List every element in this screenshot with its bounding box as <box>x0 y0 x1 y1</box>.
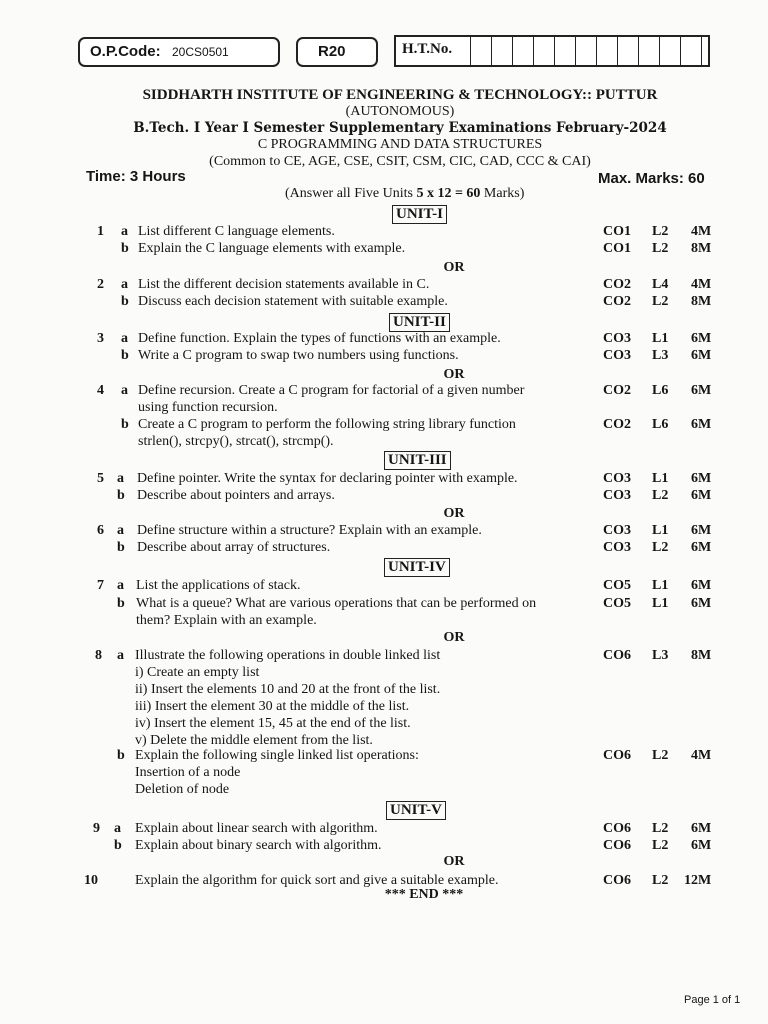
or-separator: OR <box>443 506 465 521</box>
instruction: (Answer all Five Units 5 x 12 = 60 Marks) <box>285 186 525 201</box>
question-number: 8 <box>95 648 102 663</box>
marks: 6M <box>691 578 712 593</box>
marks: 6M <box>691 821 712 836</box>
institute-name: SIDDHARTH INSTITUTE OF ENGINEERING & TECHNOLOGY:: PUTTUR <box>142 87 658 103</box>
marks: 6M <box>691 838 712 853</box>
question-text: Write a C program to swap two numbers using functions. <box>138 348 459 363</box>
question-number: 10 <box>84 873 98 888</box>
unit-heading-3: UNIT-III <box>384 451 451 470</box>
course-outcome: CO3 <box>603 488 631 503</box>
question-text: List the applications of stack. <box>136 578 301 593</box>
marks: 6M <box>691 523 712 538</box>
bloom-level: L6 <box>652 417 669 432</box>
course-outcome: CO6 <box>603 838 631 853</box>
question-text: i) Create an empty list <box>135 665 260 680</box>
question-text: List the different decision statements available in C. <box>138 277 430 292</box>
question-text: using function recursion. <box>138 400 278 415</box>
question-text: Explain about linear search with algorithm. <box>135 821 378 836</box>
max-marks: Max. Marks: 60 <box>598 170 705 187</box>
question-part: b <box>117 596 125 611</box>
bloom-level: L2 <box>652 748 669 763</box>
question-part: a <box>117 523 124 538</box>
question-part: b <box>117 748 125 763</box>
question-part: a <box>117 471 124 486</box>
question-part: a <box>114 821 121 836</box>
bloom-level: L1 <box>652 523 669 538</box>
bloom-level: L1 <box>652 578 669 593</box>
marks: 8M <box>691 241 712 256</box>
question-text: Explain the following single linked list operations: <box>135 748 419 763</box>
bloom-level: L2 <box>652 821 669 836</box>
question-number: 3 <box>97 331 104 346</box>
question-text: Explain about binary search with algorithm. <box>135 838 382 853</box>
op-code-label: O.P.Code: <box>90 43 161 60</box>
course-outcome: CO3 <box>603 348 631 363</box>
exam-title: B.Tech. I Year I Semester Supplementary Examinations February-2024 <box>133 120 667 136</box>
question-part: a <box>121 224 128 239</box>
bloom-level: L2 <box>652 488 669 503</box>
course-outcome: CO2 <box>603 383 631 398</box>
course-outcome: CO6 <box>603 648 631 663</box>
bloom-level: L3 <box>652 648 669 663</box>
htno-box <box>394 35 710 67</box>
question-number: 7 <box>97 578 104 593</box>
op-code-box <box>78 37 280 67</box>
question-part: a <box>121 277 128 292</box>
marks: 6M <box>691 331 712 346</box>
course-outcome: CO1 <box>603 241 631 256</box>
question-text: v) Delete the middle element from the list. <box>135 733 373 748</box>
unit-heading-2: UNIT-II <box>389 313 450 332</box>
question-part: b <box>121 241 129 256</box>
question-number: 2 <box>97 277 104 292</box>
question-part: a <box>121 331 128 346</box>
course-outcome: CO6 <box>603 873 631 888</box>
question-text: Describe about array of structures. <box>137 540 331 555</box>
bloom-level: L2 <box>652 224 669 239</box>
bloom-level: L1 <box>652 331 669 346</box>
question-part: b <box>121 348 129 363</box>
question-text: iv) Insert the element 15, 45 at the end of the list. <box>135 716 411 731</box>
question-number: 9 <box>93 821 100 836</box>
question-text: Define structure within a structure? Explain with an example. <box>137 523 482 538</box>
question-text: Create a C program to perform the following string library function <box>138 417 516 432</box>
marks: 6M <box>691 383 712 398</box>
marks: 12M <box>684 873 712 888</box>
course-outcome: CO5 <box>603 596 631 611</box>
question-part: a <box>117 648 124 663</box>
htno-label: H.T.No. <box>402 41 453 57</box>
question-text: Explain the C language elements with example. <box>138 241 406 256</box>
regulation: R20 <box>318 43 346 60</box>
unit-heading-1: UNIT-I <box>392 205 447 224</box>
time-label: Time: 3 Hours <box>86 168 186 185</box>
marks: 6M <box>691 540 712 555</box>
marks: 4M <box>691 224 712 239</box>
bloom-level: L1 <box>652 596 669 611</box>
marks: 4M <box>691 748 712 763</box>
question-part: a <box>117 578 124 593</box>
question-text: ii) Insert the elements 10 and 20 at the front of the list. <box>135 682 441 697</box>
question-part: b <box>117 540 125 555</box>
page-number: Page 1 of 1 <box>684 994 741 1006</box>
question-number: 5 <box>97 471 104 486</box>
question-text: Insertion of a node <box>135 765 241 780</box>
or-separator: OR <box>443 367 465 382</box>
question-text: Define recursion. Create a C program for factorial of a given number <box>138 383 525 398</box>
course-outcome: CO3 <box>603 331 631 346</box>
bloom-level: L2 <box>652 873 669 888</box>
regulation-box <box>296 37 378 67</box>
question-text: List different C language elements. <box>138 224 335 239</box>
question-text: Define function. Explain the types of functions with an example. <box>138 331 501 346</box>
marks: 8M <box>691 294 712 309</box>
marks: 4M <box>691 277 712 292</box>
question-text: iii) Insert the element 30 at the middle of the list. <box>135 699 410 714</box>
question-text: Deletion of node <box>135 782 230 797</box>
question-part: b <box>114 838 122 853</box>
bloom-level: L2 <box>652 294 669 309</box>
course-outcome: CO3 <box>603 540 631 555</box>
end-marker: *** END *** <box>384 887 464 902</box>
question-number: 6 <box>97 523 104 538</box>
marks: 6M <box>691 488 712 503</box>
question-part: b <box>121 294 129 309</box>
course-outcome: CO1 <box>603 224 631 239</box>
bloom-level: L2 <box>652 540 669 555</box>
question-text: Discuss each decision statement with suitable example. <box>138 294 448 309</box>
marks: 8M <box>691 648 712 663</box>
course-outcome: CO3 <box>603 471 631 486</box>
op-code-value: 20CS0501 <box>172 45 229 59</box>
question-text: Describe about pointers and arrays. <box>137 488 335 503</box>
marks: 6M <box>691 471 712 486</box>
bloom-level: L3 <box>652 348 669 363</box>
course-outcome: CO3 <box>603 523 631 538</box>
question-text: What is a queue? What are various operations that can be performed on <box>136 596 537 611</box>
or-separator: OR <box>443 260 465 275</box>
course-outcome: CO2 <box>603 294 631 309</box>
question-number: 4 <box>97 383 104 398</box>
course-outcome: CO6 <box>603 748 631 763</box>
bloom-level: L4 <box>652 277 669 292</box>
question-text: Define pointer. Write the syntax for declaring pointer with example. <box>137 471 518 486</box>
bloom-level: L2 <box>652 838 669 853</box>
question-part: a <box>121 383 128 398</box>
or-separator: OR <box>443 854 465 869</box>
question-text: Explain the algorithm for quick sort and give a suitable example. <box>135 873 499 888</box>
course-outcome: CO2 <box>603 277 631 292</box>
marks: 6M <box>691 417 712 432</box>
question-text: them? Explain with an example. <box>136 613 317 628</box>
course-outcome: CO6 <box>603 821 631 836</box>
question-text: Illustrate the following operations in double linked list <box>135 648 441 663</box>
htno-cells <box>470 37 722 65</box>
bloom-level: L1 <box>652 471 669 486</box>
bloom-level: L2 <box>652 241 669 256</box>
unit-heading-5: UNIT-V <box>386 801 446 820</box>
autonomous-label: (AUTONOMOUS) <box>345 104 455 119</box>
question-text: strlen(), strcpy(), strcat(), strcmp(). <box>138 434 334 449</box>
or-separator: OR <box>443 630 465 645</box>
question-part: b <box>121 417 129 432</box>
bloom-level: L6 <box>652 383 669 398</box>
common-to: (Common to CE, AGE, CSE, CSIT, CSM, CIC, CAD, CCC & CAI) <box>209 154 591 169</box>
course-outcome: CO2 <box>603 417 631 432</box>
subject-title: C PROGRAMMING AND DATA STRUCTURES <box>257 137 543 152</box>
unit-heading-4: UNIT-IV <box>384 558 450 577</box>
question-part: b <box>117 488 125 503</box>
course-outcome: CO5 <box>603 578 631 593</box>
marks: 6M <box>691 596 712 611</box>
marks: 6M <box>691 348 712 363</box>
question-number: 1 <box>97 224 104 239</box>
